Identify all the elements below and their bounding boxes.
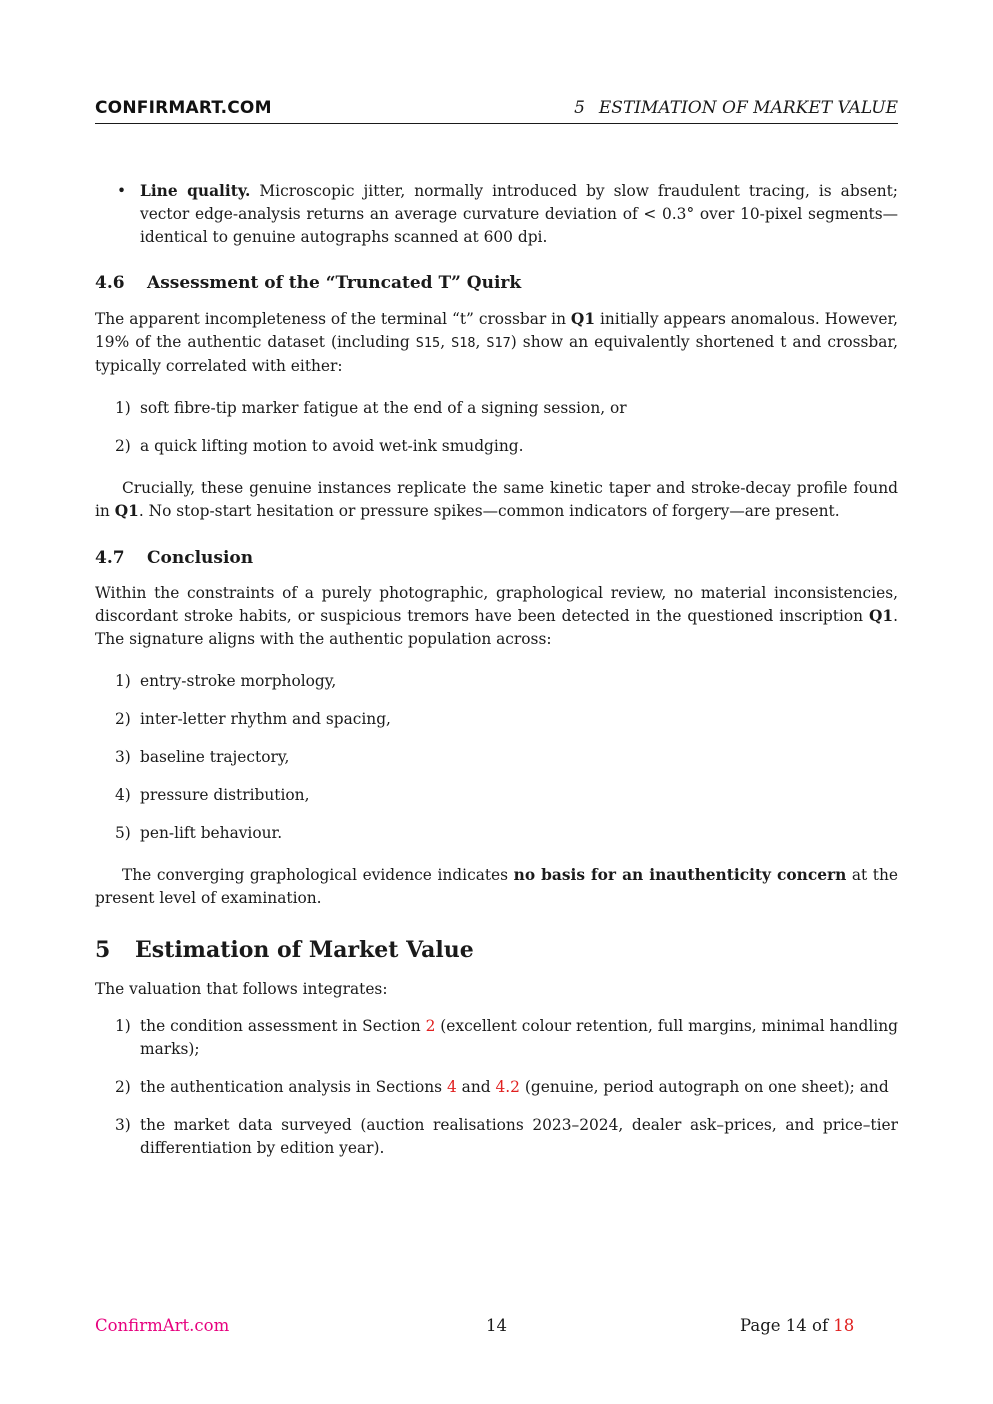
running-head-number: 5 <box>574 98 585 118</box>
list-item <box>95 708 898 731</box>
list-text: the condition assessment in Section <box>140 1017 426 1035</box>
list-item <box>95 397 898 420</box>
total-pages-link[interactable]: 18 <box>833 1316 855 1335</box>
section-4-6-paragraph-2 <box>95 477 898 523</box>
footer-page-number: 14 <box>486 1316 507 1335</box>
list-text: the market data surveyed (auction realisations 2023–2024, dealer ask–prices, and price–tier differentiation by edition year). <box>140 1116 898 1157</box>
text-run: Within the constraints of a purely photographic, graphological review, no material inconsistencies, discordant stroke habits, or suspicious tremors have been detected in the questioned inscription <box>95 584 898 625</box>
q1-ref: Q1 <box>570 310 596 328</box>
text-run: . The signature aligns with the authentic population across: <box>95 607 898 648</box>
list-text: pen-lift behaviour. <box>140 824 283 842</box>
section-5-list <box>95 1015 898 1160</box>
list-item <box>95 1114 898 1160</box>
footer-page-count <box>740 1316 854 1335</box>
section-4-6-paragraph-1 <box>95 308 898 378</box>
list-text: (genuine, period autograph on one sheet); and <box>519 1078 889 1096</box>
page-label: Page 14 of <box>740 1316 834 1335</box>
section-5-intro: The valuation that follows integrates: <box>95 980 388 998</box>
list-number: 1) <box>115 1017 131 1035</box>
list-item <box>95 746 898 769</box>
list-text: the authentication analysis in Sections <box>140 1078 447 1096</box>
bullet-dot-icon: • <box>117 182 127 200</box>
section-4-7-heading <box>95 547 898 570</box>
sample-s18: S18 <box>451 335 476 351</box>
q1-ref: Q1 <box>868 607 894 625</box>
section-title: Assessment of the “Truncated T” Quirk <box>147 273 522 293</box>
q1-ref: Q1 <box>114 502 139 520</box>
running-head <box>574 98 898 118</box>
confirmart-logo: CONFIRMART.COM <box>95 98 272 118</box>
section-number: 4.6 <box>95 273 125 293</box>
text-run: , <box>475 333 487 351</box>
list-item <box>95 784 898 807</box>
section-title: Estimation of Market Value <box>135 937 474 963</box>
bullet-item-line-quality <box>95 180 898 249</box>
list-text: inter-letter rhythm and spacing, <box>140 710 391 728</box>
sample-s15: S15 <box>415 335 441 351</box>
list-text: a quick lifting motion to avoid wet-ink smudging. <box>140 437 524 455</box>
section-4-7-list <box>95 670 898 845</box>
section-4-6-list <box>95 397 898 458</box>
text-run: . No stop-start hesitation or pressure spikes—common indicators of forgery—are present. <box>138 502 840 520</box>
text-run: Crucially, these genuine instances replicate the same kinetic taper and stroke-decay profile found in <box>95 479 898 520</box>
list-number: 2) <box>115 1078 131 1096</box>
list-number: 2) <box>115 710 131 728</box>
list-number: 5) <box>115 824 131 842</box>
list-text: and <box>456 1078 496 1096</box>
list-text: baseline trajectory, <box>140 748 290 766</box>
list-item <box>95 435 898 458</box>
section-title: Conclusion <box>147 548 254 568</box>
section-2-link[interactable]: 2 <box>425 1017 436 1035</box>
bold-conclusion: no basis for an inauthenticity concern <box>513 866 847 884</box>
list-text: entry-stroke morphology, <box>140 672 337 690</box>
list-item <box>95 822 898 845</box>
list-item <box>95 1076 898 1099</box>
list-number: 3) <box>115 748 131 766</box>
list-text: soft fibre-tip marker fatigue at the end of a signing session, or <box>140 399 627 417</box>
bullet-lead: Line quality. <box>140 182 251 200</box>
text-run: initially appears anomalous. However, 19% of the authentic dataset (including <box>95 310 899 351</box>
list-number: 1) <box>115 399 131 417</box>
list-number: 2) <box>115 437 131 455</box>
text-run: The converging graphological evidence indicates <box>122 866 514 884</box>
text-run: ) show an equivalently shortened t and crossbar, typically correlated with either: <box>95 333 898 375</box>
bullet-list <box>95 180 898 249</box>
list-number: 1) <box>115 672 131 690</box>
sample-s17: S17 <box>486 335 511 351</box>
list-text: pressure distribution, <box>140 786 310 804</box>
list-number: 3) <box>115 1116 131 1134</box>
page-header <box>95 97 898 124</box>
text-run: , <box>440 333 452 351</box>
text-run: The apparent incompleteness of the terminal “t” crossbar in <box>95 310 571 328</box>
list-item <box>95 670 898 693</box>
section-4-7-paragraph-1 <box>95 582 898 651</box>
footer-site-link[interactable]: ConfirmArt.com <box>95 1316 230 1335</box>
section-number: 4.7 <box>95 548 125 568</box>
section-5-heading <box>95 939 898 962</box>
bullet-text: Microscopic jitter, normally introduced by slow fraudulent tracing, is absent; vector edge-analysis returns an average curvature deviation of < 0.3° over 10-pixel segments—identical to genuine autographs scanned at 600 dpi. <box>140 182 898 246</box>
page-content <box>95 180 898 1175</box>
list-item <box>95 1015 898 1061</box>
section-4-2-link[interactable]: 4.2 <box>495 1078 520 1096</box>
list-text: (excellent colour retention, full margins, minimal handling marks); <box>140 1017 898 1058</box>
list-number: 4) <box>115 786 131 804</box>
running-head-title: ESTIMATION OF MARKET VALUE <box>598 98 898 118</box>
text-run: at the present level of examination. <box>95 866 898 907</box>
section-number: 5 <box>95 937 111 963</box>
section-4-6-heading <box>95 272 898 295</box>
section-4-7-paragraph-2 <box>95 864 898 910</box>
section-4-link[interactable]: 4 <box>446 1078 457 1096</box>
